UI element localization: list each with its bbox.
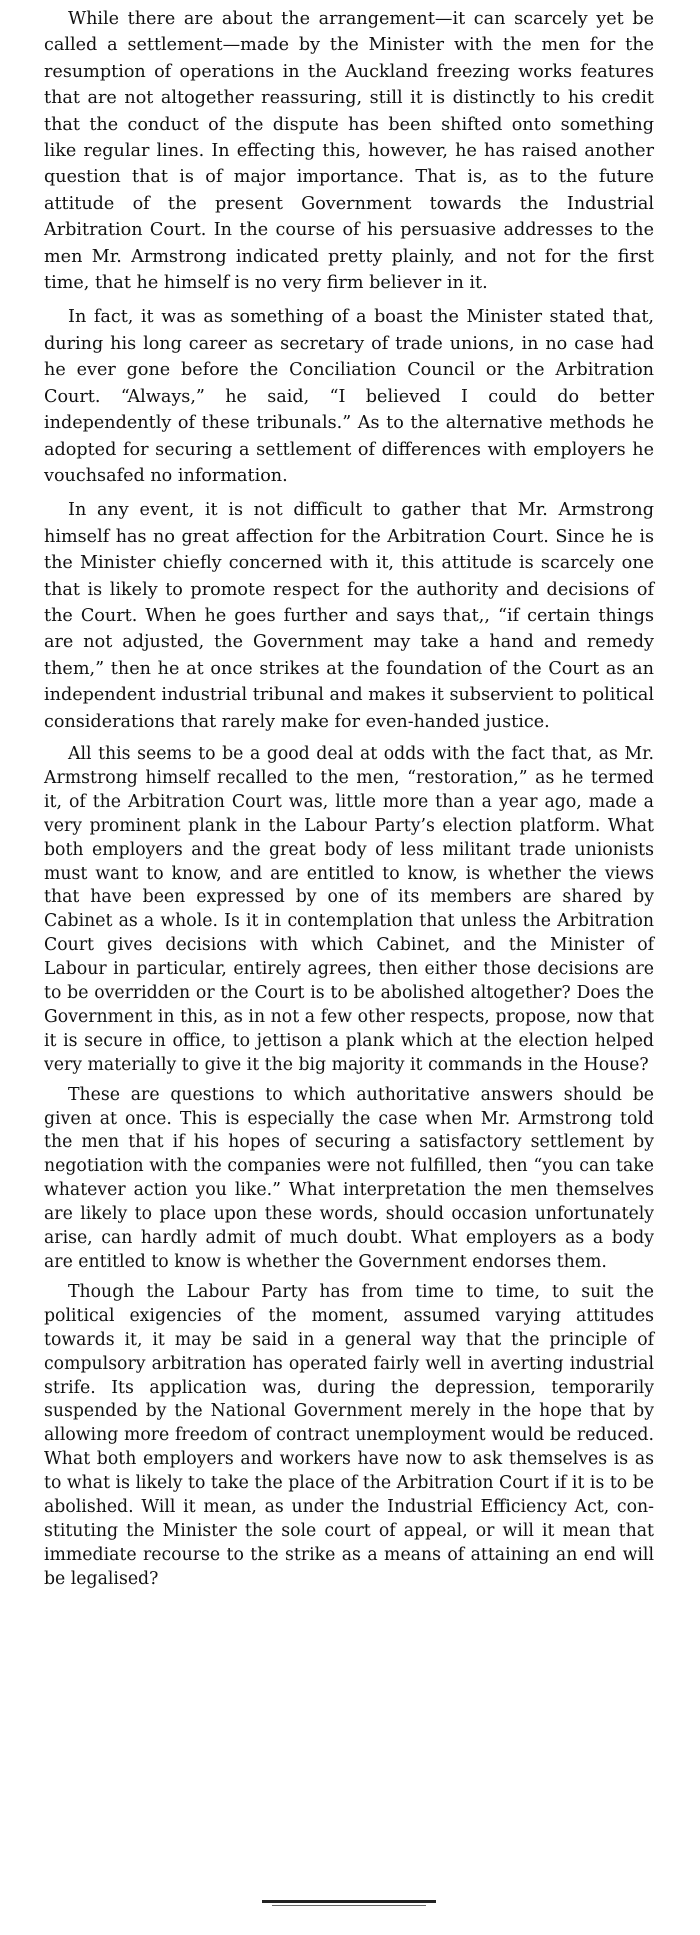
paragraph-3: In any event, it is not difficult to gather that Mr. Armstrong himself has no great affection for the Arbitration Court. Since he is the Minister chiefly concerned with it, this attitude is scarcely one that is likely to promote respect for the authority and decisions of the Court. When he goes further and says that,, “if certain things are not adjusted, the Government may take a hand and remedy them,” then he at once strikes at the foundation of the Court as an independent industrial tribunal and makes it subservient to political considerations that rarely make for even-handed justice. (44, 500, 654, 732)
end-rule-thick-line (262, 1900, 436, 1903)
article-section-upper (44, 6, 654, 735)
article-section-lower (44, 743, 654, 1592)
article-column (44, 6, 654, 1598)
end-rule-thin-line (272, 1905, 426, 1906)
end-rule-divider (262, 1900, 436, 1907)
paragraph-6: Though the Labour Party has from time to time, to suit the political exigencies of the moment, assumed varying attitudes towards it, it may be said in a general way that the principle of compulsory arbitration has operated fairly well in averting industrial strife. Its application was, during the depression, temporarily suspended by the National Government merely in the hope that by allowing more freedom of contract unemployment would be reduced. What both employers and workers have now to ask themselves is as to what is likely to take the place of the Arbitration Court if it is to be abolished. Will it mean, as under the Industrial Efficiency Act, constituting the Minister the sole court of appeal, or will it mean that immediate recourse to the strike as a means of attaining an end will be legalised? (44, 1281, 654, 1589)
paragraph-5: These are questions to which authoritative answers should be given at once. This is especially the case when Mr. Armstrong told the men that if his hopes of securing a satisfactory settlement by negotiation with the companies were not fulfilled, then “you can take whatever action you like.” What interpretation the men themselves are likely to place upon these words, should occasion unfortunately arise, can hardly admit of much doubt. What employers as a body are entitled to know is whether the Government endorses them. (44, 1084, 654, 1272)
paragraph-2: In fact, it was as something of a boast the Minister stated that, during his long career as secretary of trade unions, in no case had he ever gone before the Conciliation Council or the Arbitration Court. “Always,” he said, “I believed I could do better independently of these tribunals.” As to the alternative methods he adopted for securing a settlement of differences with employers he vouchsafed no information. (44, 307, 654, 486)
paragraph-1: While there are about the arrangement—it can scarcely yet be called a settlement—made by the Minister with the men for the resumption of operations in the Auckland freezing works features that are not altogether reassuring, still it is distinctly to his credit that the conduct of the dispute has been shifted onto something like regular lines. In effecting this, however, he has raised another question that is of major importance. That is, as to the future attitude of the present Government towards the Industrial Arbitration Court. In the course of his persuasive addresses to the men Mr. Armstrong indicated pretty plainly, and not for the first time, that he himself is no very firm believer in it. (44, 9, 654, 294)
paragraph-4: All this seems to be a good deal at odds with the fact that, as Mr. Armstrong himself recalled to the men, “restoration,” as he termed it, of the Arbitration Court was, little more than a year ago, made a very prominent plank in the Labour Party’s election platform. What both employers and the great body of less militant trade unionists must want to know, and are entitled to know, is whether the views that have been expressed by one of its members are shared by Cabinet as a whole. Is it in contemplation that unless the Arbitration Court gives decisions with which Cabinet, and the Minister of Labour in particular, entirely agrees, then either those decisions are to be overridden or the Court is to be abolished altogether? Does the Government in this, as in not a few other respects, propose, now that it is secure in office, to jettison a plank which at the election helped very materially to give it the big majority it commands in the House? (44, 743, 654, 1075)
